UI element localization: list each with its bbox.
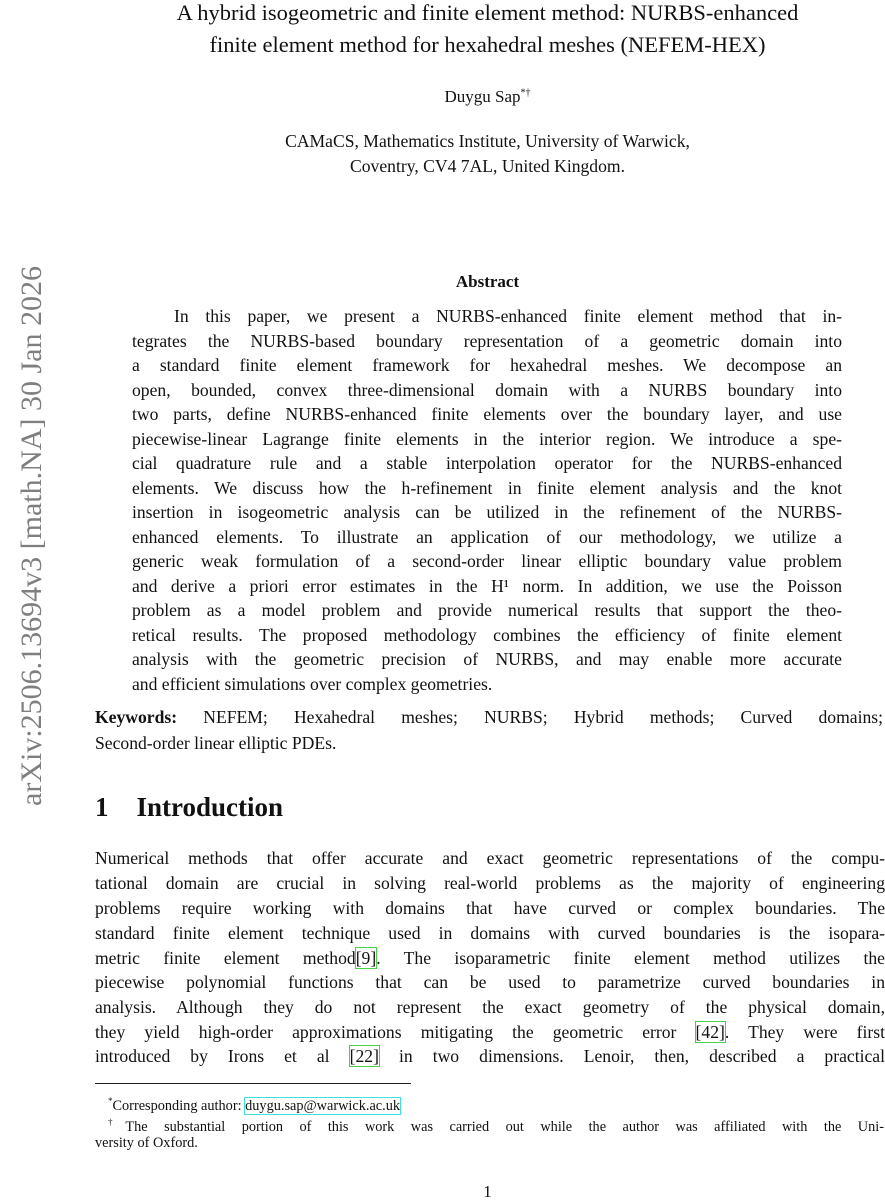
email-link[interactable]: duygu.sap@warwick.ac.uk <box>245 1097 401 1114</box>
section-title: Introduction <box>136 792 284 822</box>
abstract-line: insertion in isogeometric analysis can be utilized in the refinement of the NURBS- <box>132 502 842 522</box>
intro-line: metric finite element method[9]. The isoparametric finite element method utilizes the <box>95 948 885 968</box>
intro-line: piecewise polynomial functions that can be used to parametrize curved boundaries in <box>95 972 885 992</box>
keywords-label: Keywords: <box>95 707 178 727</box>
abstract-line: tegrates the NURBS-based boundary representation of a geometric domain into <box>132 330 842 351</box>
keywords-line-1 <box>95 706 883 728</box>
abstract-line: problem as a model problem and provide numerical results that support the theo- <box>132 600 842 620</box>
keywords-text: NEFEM; Hexahedral meshes; NURBS; Hybrid methods; Curved domains; <box>203 707 883 727</box>
abstract-line: analysis with the geometric precision of NURBS, and may enable more accurate <box>132 649 842 669</box>
footnote-corresponding: *Corresponding author: duygu.sap@warwick.ac.uk <box>108 1096 401 1114</box>
intro-line: tational domain are crucial in solving real-world problems as the majority of engineering <box>95 873 885 893</box>
abstract-line: open, bounded, convex three-dimensional domain with a NURBS boundary into <box>132 379 842 400</box>
intro-line: introduced by Irons et al [22] in two dimensions. Lenoir, then, described a practical <box>95 1046 885 1066</box>
author <box>0 87 885 107</box>
keywords-line-2: Second-order linear elliptic PDEs. <box>95 733 337 753</box>
abstract-line: two parts, define NURBS-enhanced finite elements over the boundary layer, and use <box>132 404 842 424</box>
abstract-line: piecewise-linear Lagrange finite elements in the interior region. We introduce a spe- <box>132 428 842 449</box>
abstract-line: generic weak formulation of a second-order linear elliptic boundary value problem <box>132 551 842 571</box>
affiliation-line-2: Coventry, CV4 7AL, United Kingdom. <box>350 156 625 176</box>
title-line-2: finite element method for hexahedral meshes (NEFEM-HEX) <box>209 32 766 57</box>
page-number: 1 <box>483 1182 492 1201</box>
citation-link[interactable]: [9] <box>355 948 377 968</box>
intro-line: problems require working with domains that have curved or complex boundaries. The <box>95 898 885 918</box>
abstract-line: In this paper, we present a NURBS-enhanced finite element method that in- <box>174 306 842 326</box>
section-number: 1 <box>95 792 109 822</box>
arxiv-identifier: arXiv:2506.13694v3 [math.NA] 30 Jan 2026 <box>15 266 48 806</box>
author-name: Duygu Sap <box>444 87 521 106</box>
title-line-1: A hybrid isogeometric and finite element method: NURBS-enhanced <box>176 0 799 25</box>
intro-line: standard finite element technique used in domains with curved boundaries is the isopara- <box>95 923 885 943</box>
citation-link[interactable]: [42] <box>695 1022 725 1042</box>
footnote-rule <box>95 1083 411 1084</box>
section-heading <box>95 792 283 823</box>
abstract-line: and derive a priori error estimates in the H¹ norm. In addition, we use the Poisson <box>132 575 842 596</box>
abstract-line: and efficient simulations over complex geometries. <box>132 673 493 694</box>
abstract-line: retical results. The proposed methodology combines the efficiency of finite element <box>132 624 842 645</box>
footnote-affiliation: †The substantial portion of this work was carried out while the author was affiliated with the Uni- <box>108 1117 884 1135</box>
footnote-affiliation-cont: versity of Oxford. <box>95 1135 198 1151</box>
affiliation-line-1: CAMaCS, Mathematics Institute, University of Warwick, <box>285 131 690 151</box>
abstract-line: a standard finite element framework for hexahedral meshes. We decompose an <box>132 355 842 375</box>
author-marks: *† <box>520 87 531 99</box>
abstract-heading: Abstract <box>455 272 520 291</box>
abstract-line: elements. We discuss how the h-refinement in finite element analysis and the knot <box>132 477 842 498</box>
abstract-line: enhanced elements. To illustrate an application of our methodology, we utilize a <box>132 526 842 547</box>
intro-line: analysis. Although they do not represent the exact geometry of the physical domain, <box>95 997 885 1017</box>
intro-line: Numerical methods that offer accurate and exact geometric representations of the compu- <box>95 848 885 868</box>
intro-line: they yield high-order approximations mitigating the geometric error [42]. They were first <box>95 1022 885 1042</box>
citation-link[interactable]: [22] <box>349 1046 379 1066</box>
abstract-line: cial quadrature rule and a stable interpolation operator for the NURBS-enhanced <box>132 453 842 473</box>
